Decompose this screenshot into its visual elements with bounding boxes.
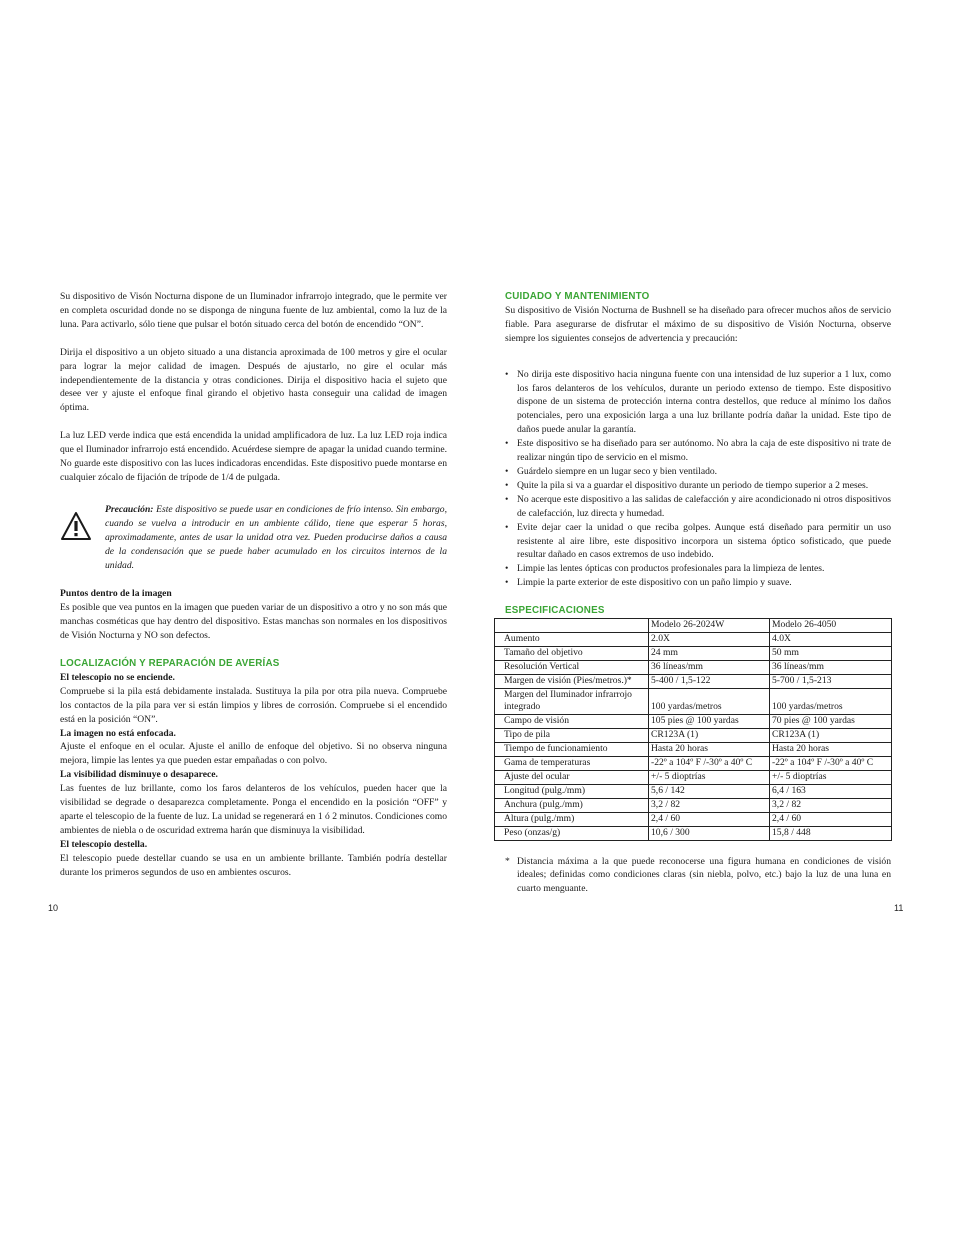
left-page-column bbox=[60, 290, 447, 880]
table-cell: 6,4 / 163 bbox=[770, 784, 892, 798]
out-of-focus-heading: La imagen no está enfocada. bbox=[60, 727, 176, 739]
table-header-row bbox=[495, 619, 892, 633]
table-row bbox=[495, 688, 892, 715]
table-cell: 5-400 / 1,5-122 bbox=[649, 674, 770, 688]
table-cell: Resolución Vertical bbox=[495, 660, 649, 674]
table-cell: 2.0X bbox=[649, 632, 770, 646]
footnote-text: Distancia máxima a la que puede reconocerse una figura humana en condiciones de visión ideales; definidas como condiciones claras (sin niebla, polvo, etc.) bajo la luz de una luna en cuarto menguante. bbox=[517, 855, 891, 895]
caution-text: Este dispositivo se puede usar en condiciones de frío intenso. Sin embargo, cuando se vuelva a introducir en un ambiente cálido, tiene que esperar 5 horas, aproximadamente, antes de usar la unidad otra vez. Pueden producirse daños a causa de la condensación que se puede haber acumulado en los circuitos internos de la unidad. bbox=[105, 503, 447, 571]
table-cell: 105 pies @ 100 yardas bbox=[649, 715, 770, 729]
table-row bbox=[495, 757, 892, 771]
table-cell: 36 líneas/mm bbox=[649, 660, 770, 674]
care-bullet-list bbox=[505, 368, 891, 591]
list-item: • Quite la pila si va a guardar el dispositivo durante un periodo de tiempo superior a 2 meses. bbox=[505, 479, 891, 493]
table-cell: 100 yardas/metros bbox=[770, 688, 892, 715]
page-number-left: 10 bbox=[48, 903, 59, 913]
table-row bbox=[495, 646, 892, 660]
list-item: • Evite dejar caer la unidad o que reciba golpes. Aunque está diseñado para permitir un uso resistente al aire libre, este dispositivo incorpora un sistema óptico sofisticado, que puede resultar dañado en casos extremos de uso indebido. bbox=[505, 521, 891, 563]
table-cell: Margen del Iluminador infrarrojo integrado bbox=[495, 688, 649, 715]
table-cell: 5,6 / 142 bbox=[649, 784, 770, 798]
illuminator-paragraph: Su dispositivo de Visón Nocturna dispone de un Iluminador infrarrojo integrado, que le permite ver en completa oscuridad donde no se disponga de ninguna fuente de luz ambiental, como la luz de la luna. Para activarlo, sólo tiene que pulsar el botón situado cerca del botón de encendido “ON”. bbox=[60, 291, 447, 330]
care-heading: CUIDADO Y MANTENIMIENTO bbox=[505, 291, 650, 302]
visibility-text: Las fuentes de luz brillante, como los faros delanteros de los vehículos, pueden hacer que la visibilidad se degrade o desaparezca completamente. Ponga el encendido en la posición “OFF” y aparte el telescopio de la fuente de luz. La unidad se regenerará en 1 ó 2 minutos. Condiciones como ambientes de niebla o de oscuridad extrema harán que disminuya la visibilidad. bbox=[60, 783, 447, 836]
table-cell: -22º a 104º F /-30º a 40º C bbox=[770, 757, 892, 771]
table-row bbox=[495, 743, 892, 757]
list-item: • Guárdelo siempre en un lugar seco y bien ventilado. bbox=[505, 465, 891, 479]
table-cell: 10,6 / 300 bbox=[649, 826, 770, 840]
specifications-table bbox=[494, 618, 892, 841]
table-cell: +/- 5 dioptrías bbox=[649, 771, 770, 785]
list-item: • No dirija este dispositivo hacia ninguna fuente con una intensidad de luz superior a 1 lux, como los faros delanteros de los vehículos, durante un periodo extenso de tiempo. Este dispositivo dispone de un sistema de protección interna contra destellos, que reduce al mínimo los daños potenciales, pero una exposición larga a una luz brillante podría dañar la unidad. Este tipo de daños puede anular la garantía. bbox=[505, 368, 891, 438]
table-cell: 4.0X bbox=[770, 632, 892, 646]
table-cell: 100 yardas/metros bbox=[649, 688, 770, 715]
points-heading: Puntos dentro de la imagen bbox=[60, 588, 172, 600]
table-cell: 3,2 / 82 bbox=[649, 798, 770, 812]
right-page-column bbox=[505, 290, 891, 896]
table-row bbox=[495, 798, 892, 812]
table-cell: +/- 5 dioptrías bbox=[770, 771, 892, 785]
table-cell: Peso (onzas/g) bbox=[495, 826, 649, 840]
table-cell: 15,8 / 448 bbox=[770, 826, 892, 840]
table-cell: 70 pies @ 100 yardas bbox=[770, 715, 892, 729]
care-intro: Su dispositivo de Visión Nocturna de Bushnell se ha diseñado para ofrecer muchos años de servicio fiable. Para asegurarse de disfrutar el máximo de su dispositivo de Visión Nocturna, observe siempre los siguientes consejos de advertencia y precaución: bbox=[505, 304, 891, 344]
table-cell: 36 líneas/mm bbox=[770, 660, 892, 674]
flicker-text: El telescopio puede destellar cuando se usa en un ambiente brillante. También podría destellar durante los primeros segundos de uso en ambientes oscuros. bbox=[60, 852, 447, 878]
no-power-heading: El telescopio no se enciende. bbox=[60, 671, 175, 683]
table-cell: 2,4 / 60 bbox=[649, 812, 770, 826]
table-row bbox=[495, 729, 892, 743]
table-header-cell: Modelo 26-4050 bbox=[770, 619, 892, 633]
list-item: • Limpie las lentes ópticas con productos profesionales para la limpieza de lentes. bbox=[505, 562, 891, 576]
table-cell: -22º a 104º F /-30º a 40º C bbox=[649, 757, 770, 771]
list-item: • No acerque este dispositivo a las salidas de calefacción y aire acondicionado ni otros dispositivos de calefacción, luz directa y humedad. bbox=[505, 493, 891, 521]
table-cell: 50 mm bbox=[770, 646, 892, 660]
visibility-heading: La visibilidad disminuye o desaparece. bbox=[60, 769, 218, 781]
list-item: • Este dispositivo se ha diseñado para ser autónomo. No abra la caja de este dispositivo ni trate de realizar ningún tipo de servicio en el mismo. bbox=[505, 437, 891, 465]
caution-label: Precaución: bbox=[105, 503, 154, 515]
table-row bbox=[495, 826, 892, 840]
focus-paragraph: Dirija el dispositivo a un objeto situado a una distancia aproximada de 100 metros y gire el ocular para lograr la mejor calidad de imagen. Después de ajustarlo, no gire el ocular más independientemente de la distancia y otras condiciones. Dirija el dispositivo hacia el sujeto que desee ver y ajuste el enfoque final girando el objetivo hasta conseguir una calidad de imagen óptima. bbox=[60, 346, 447, 414]
flicker-heading: El telescopio destella. bbox=[60, 838, 148, 850]
table-cell: Gama de temperaturas bbox=[495, 757, 649, 771]
points-paragraph: Es posible que vea puntos en la imagen que pueden variar de un dispositivo a otro y no son más que manchas cosméticas que hay dentro del dispositivo. Estas manchas son normales en los dispositivos de Visión Nocturna y NO son defectos. bbox=[60, 602, 447, 642]
warning-triangle-icon bbox=[60, 511, 92, 541]
page-number-right: 11 bbox=[894, 903, 904, 913]
table-cell: Hasta 20 horas bbox=[649, 743, 770, 757]
table-cell: Longitud (pulg./mm) bbox=[495, 784, 649, 798]
table-cell: CR123A (1) bbox=[649, 729, 770, 743]
caution-note bbox=[60, 503, 447, 573]
table-cell: 2,4 / 60 bbox=[770, 812, 892, 826]
table-cell: 5-700 / 1,5-213 bbox=[770, 674, 892, 688]
table-cell: Campo de visión bbox=[495, 715, 649, 729]
table-cell: CR123A (1) bbox=[770, 729, 892, 743]
table-cell: Tipo de pila bbox=[495, 729, 649, 743]
table-cell: 3,2 / 82 bbox=[770, 798, 892, 812]
table-cell: Aumento bbox=[495, 632, 649, 646]
table-cell: Ajuste del ocular bbox=[495, 771, 649, 785]
specifications-heading: ESPECIFICACIONES bbox=[505, 605, 605, 617]
table-cell: Altura (pulg./mm) bbox=[495, 812, 649, 826]
table-cell: Margen de visión (Pies/metros.)* bbox=[495, 674, 649, 688]
no-power-text: Compruebe si la pila está debidamente instalada. Sustituya la pila por otra pila nueva. Compruebe los contactos de la pila para ver si están limpios y libres de corrosión. Compruebe si el encendido está en la posición “ON”. bbox=[60, 685, 447, 725]
table-header-cell: Modelo 26-2024W bbox=[649, 619, 770, 633]
table-cell: Tamaño del objetivo bbox=[495, 646, 649, 660]
table-cell: 24 mm bbox=[649, 646, 770, 660]
table-cell: Tiempo de funcionamiento bbox=[495, 743, 649, 757]
out-of-focus-text: Ajuste el enfoque en el ocular. Ajuste el anillo de enfoque del objetivo. Si no observa ninguna mejora, limpie las lentes ya que pueden estar empañadas o con polvo. bbox=[60, 741, 447, 767]
table-row bbox=[495, 812, 892, 826]
footnote-mark: * bbox=[505, 855, 510, 867]
table-row bbox=[495, 660, 892, 674]
table-row bbox=[495, 632, 892, 646]
table-row bbox=[495, 771, 892, 785]
led-paragraph: La luz LED verde indica que está encendida la unidad amplificadora de luz. La luz LED roja indica que el Iluminador infrarrojo está encendido. Acuérdese siempre de apagar la unidad cuando termine. No guarde este dispositivo con las luces indicadoras encendidas. Este dispositivo puede montarse en cualquier zócalo de fijación de trípode de 1/4 de pulgada. bbox=[60, 430, 447, 483]
table-row bbox=[495, 784, 892, 798]
table-cell: Anchura (pulg./mm) bbox=[495, 798, 649, 812]
list-item: • Limpie la parte exterior de este dispositivo con un paño limpio y suave. bbox=[505, 576, 891, 590]
table-row bbox=[495, 674, 892, 688]
table-header-cell bbox=[495, 619, 649, 633]
table-cell: Hasta 20 horas bbox=[770, 743, 892, 757]
footnote bbox=[505, 855, 891, 897]
troubleshooting-heading: LOCALIZACIÓN Y REPARACIÓN DE AVERÍAS bbox=[60, 658, 280, 670]
table-row bbox=[495, 715, 892, 729]
